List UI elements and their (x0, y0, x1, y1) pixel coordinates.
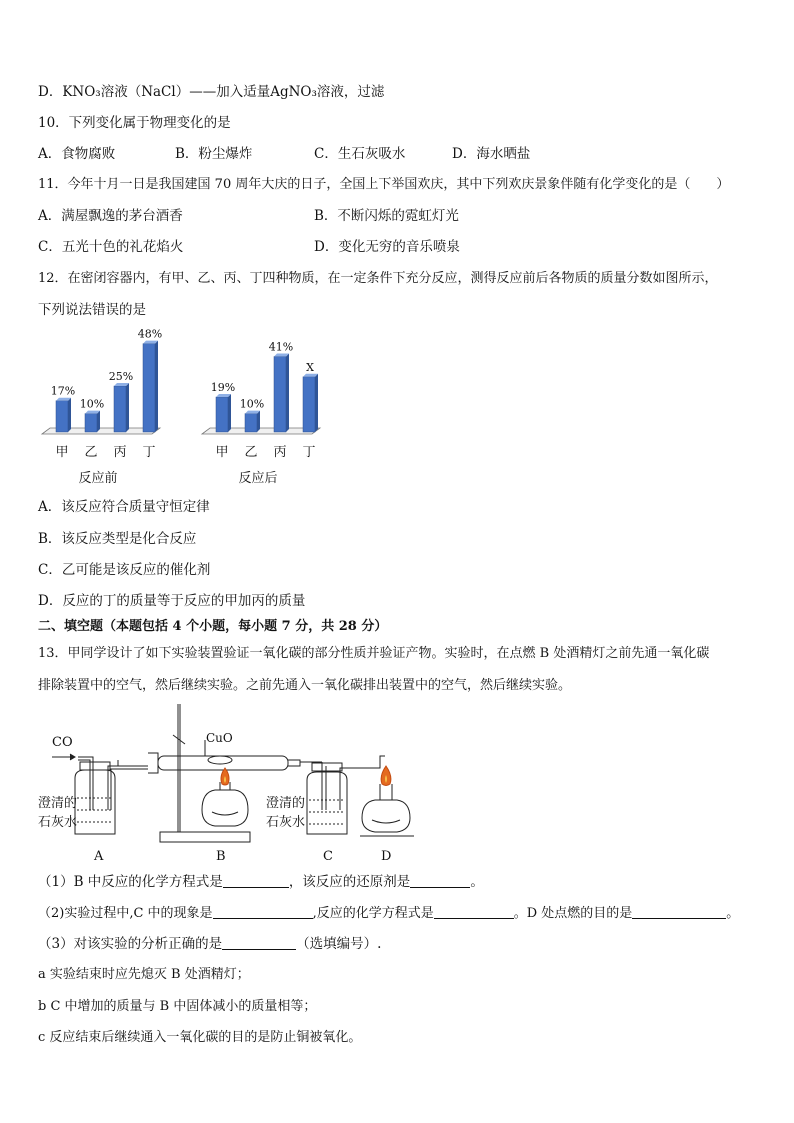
q11-stem: 11．今年十月一日是我国建国 70 周年大庆的日子，全国上下举国欢庆，其中下列欢庆景象伴随有化学变化的是（ ） (38, 177, 730, 192)
q13-sub2-text-c: 。D 处点燃的目的是 (513, 906, 633, 921)
lime-water-label-c1: 澄清的 (266, 796, 306, 811)
cuo-label: CuO (206, 731, 233, 745)
q13-choice-a: a 实验结束时应先熄灭 B 处酒精灯； (38, 967, 250, 982)
q11-option-a: A．满屋飘逸的茅台酒香 (38, 208, 183, 224)
q13-choice-b: b C 中增加的质量与 B 中固体减小的质量相等； (38, 999, 317, 1014)
co-label: CO (52, 735, 73, 750)
data-label: 17% (50, 384, 76, 398)
chart-title: 反应前 (78, 471, 118, 486)
label-a: A (94, 849, 104, 864)
q10-option-c: C．生石灰吸水 (314, 146, 406, 162)
q13-sub3-text-b: （选填编号）. (296, 936, 382, 952)
category-label: 丁 (302, 445, 316, 460)
bar-front (56, 401, 68, 432)
q11-option-c: C．五光十色的礼花焰火 (38, 239, 184, 255)
q10-option-a: A．食物腐败 (38, 146, 116, 162)
label-d: D (381, 849, 392, 864)
q13-sub2-text-d: 。 (726, 906, 740, 921)
bottle-c (307, 756, 385, 834)
bar-甲 (56, 398, 71, 432)
category-label: 丙 (113, 445, 127, 460)
bar-front (143, 344, 155, 432)
bar-side (257, 411, 260, 432)
category-label: 乙 (244, 445, 258, 460)
bottle-a (75, 757, 148, 834)
lime-water-label-a1: 澄清的 (38, 796, 78, 811)
co-arrow (52, 754, 75, 760)
q13-sub2-text-b: ,反应的化学方程式是 (312, 906, 434, 921)
q13-sub3-text-a: （3）对该实验的分析正确的是 (38, 936, 223, 952)
q12-option-b: B．该反应类型是化合反应 (38, 531, 197, 547)
section2-heading: 二、填空题（本题包括 4 个小题，每小题 7 分，共 28 分） (38, 619, 388, 634)
bar-丁 (143, 341, 158, 432)
label-c: C (323, 849, 333, 864)
bar-乙 (85, 411, 100, 432)
category-label: 乙 (84, 445, 98, 460)
q13-sub1-text-c: 。 (470, 874, 484, 890)
chart-after (198, 328, 328, 488)
data-label: 10% (79, 397, 105, 411)
bar-丁 (303, 374, 318, 432)
bar-side (126, 383, 129, 432)
bar-front (85, 414, 97, 432)
bar-乙 (245, 411, 260, 432)
q10-option-b: B．粉尘爆炸 (175, 146, 253, 162)
q13-sub1 (38, 873, 484, 891)
bar-side (228, 394, 231, 432)
q13-sub3-blank-choice[interactable] (222, 935, 296, 950)
q11-option-b: B．不断闪烁的霓虹灯光 (314, 208, 459, 224)
apparatus-diagram (30, 700, 430, 870)
data-label: 19% (210, 381, 236, 395)
q12-option-a: A．该反应符合质量守恒定律 (38, 499, 210, 515)
q12-stem-line2: 下列说法错误的是 (38, 302, 146, 318)
bar-甲 (216, 394, 231, 432)
bar-side (155, 341, 158, 432)
category-label: 丙 (273, 445, 287, 460)
q11-option-d: D．变化无穷的音乐喷泉 (314, 239, 460, 255)
category-label: 甲 (55, 445, 69, 460)
q12-option-c: C．乙可能是该反应的催化剂 (38, 562, 211, 578)
label-b: B (216, 849, 226, 864)
q12-option-d: D．反应的丁的质量等于反应的甲加丙的质量 (38, 593, 306, 609)
q10-stem: 10．下列变化属于物理变化的是 (38, 115, 231, 131)
bar-front (274, 357, 286, 432)
bar-front (216, 397, 228, 432)
q13-intro-line1: 13．甲同学设计了如下实验装置验证一氧化碳的部分性质并验证产物。实验时，在点燃 B 处酒精灯之前先通一氧化碳 (38, 646, 710, 661)
q9-option-d: D．KNO₃溶液（NaCl）——加入适量AgNO₃溶液，过滤 (38, 84, 385, 100)
chart-before (38, 328, 168, 488)
bar-side (286, 354, 289, 432)
data-label: 41% (268, 340, 294, 354)
q13-sub2-text-a: （2)实验过程中,C 中的现象是 (38, 906, 213, 921)
data-label: X (306, 360, 314, 374)
q13-sub1-text-a: （1）B 中反应的化学方程式是 (38, 874, 223, 890)
category-label: 甲 (215, 445, 229, 460)
q13-sub3 (38, 935, 381, 953)
q12-stem-line1: 12．在密闭容器内，有甲、乙、丙、丁四种物质，在一定条件下充分反应，测得反应前后各物质的质量分数如图所示， (38, 271, 718, 286)
data-label: 10% (239, 397, 265, 411)
q13-sub1-blank-reducer[interactable] (410, 873, 470, 888)
bar-丙 (114, 383, 129, 432)
alcohol-lamp-b (202, 768, 248, 826)
q13-sub1-blank-equation[interactable] (223, 873, 289, 888)
bar-front (303, 377, 315, 432)
q13-sub2-blank-equation[interactable] (434, 904, 514, 919)
lime-water-label-c2: 石灰水 (266, 815, 306, 830)
q13-intro-line2: 排除装置中的空气，然后继续实验。之前先通入一氧化碳排出装置中的空气，然后继续实验。 (38, 678, 572, 693)
lime-water-label-a2: 石灰水 (38, 815, 78, 830)
bar-side (68, 398, 71, 432)
data-label: 25% (108, 370, 134, 383)
bar-front (245, 414, 257, 432)
bar-丙 (274, 354, 289, 432)
q13-sub2-blank-purpose[interactable] (632, 904, 726, 919)
combustion-tube-b (148, 740, 322, 773)
category-label: 丁 (142, 445, 156, 460)
q10-option-d: D．海水晒盐 (452, 146, 531, 162)
chart-title: 反应后 (238, 471, 278, 486)
q13-sub2-blank-phenomenon[interactable] (213, 904, 313, 919)
bar-side (315, 374, 318, 432)
data-label: 48% (137, 328, 163, 341)
bar-side (97, 411, 100, 432)
q13-choice-c: c 反应结束后继续通入一氧化碳的目的是防止铜被氧化。 (38, 1030, 362, 1045)
alcohol-lamp-d (360, 766, 414, 836)
q13-sub1-text-b: ，该反应的还原剂是 (288, 874, 411, 890)
q13-sub2 (38, 904, 739, 923)
bar-front (114, 386, 126, 432)
